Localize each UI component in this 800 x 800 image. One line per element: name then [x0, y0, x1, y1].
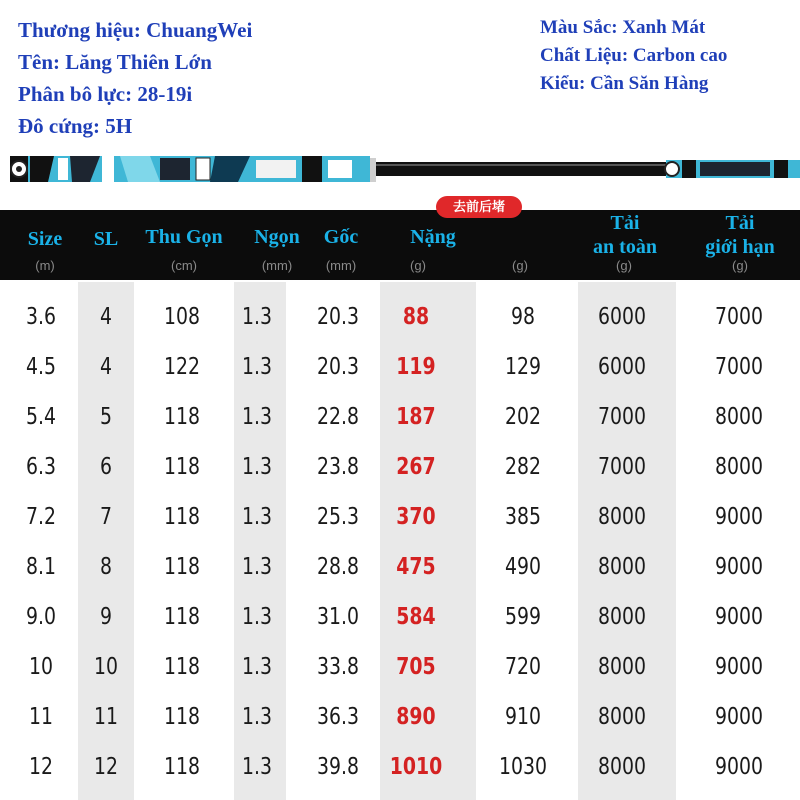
cell-tai-an-toan: 8000: [597, 654, 646, 680]
cell-ngon: 1.3: [241, 554, 272, 580]
unit-weight2: (g): [512, 258, 528, 273]
cell-weight2: 282: [504, 454, 542, 480]
unit-tai-an-toan: (g): [616, 258, 632, 273]
cell-tai-an-toan: 8000: [597, 754, 646, 780]
cell-weight2: 129: [504, 354, 542, 380]
hardness-line: Đô cứng: 5H: [18, 114, 133, 138]
cell-nang: 475: [396, 554, 436, 580]
cell-tai-gioi-han: 8000: [714, 404, 763, 430]
cell-goc: 25.3: [317, 504, 359, 530]
cell-goc: 22.8: [317, 404, 359, 430]
cell-sl: 6: [99, 454, 112, 480]
cell-tai-an-toan: 6000: [597, 354, 646, 380]
cell-size: 8.1: [25, 554, 56, 580]
fishing-rod-image: [10, 152, 800, 186]
cell-size: 6.3: [25, 454, 56, 480]
cell-nang: 88: [402, 304, 430, 330]
table-row: [0, 592, 800, 642]
cell-sl: 4: [99, 304, 112, 330]
table-row: [0, 742, 800, 792]
cell-ngon: 1.3: [241, 354, 272, 380]
table-row: [0, 642, 800, 692]
unit-size: (m): [35, 258, 55, 273]
cell-goc: 20.3: [317, 354, 359, 380]
cell-sl: 5: [99, 404, 112, 430]
table-row: [0, 692, 800, 742]
cell-ngon: 1.3: [241, 454, 272, 480]
spec-info-right: [540, 14, 727, 98]
cell-ngon: 1.3: [241, 754, 272, 780]
cell-size: 12: [28, 754, 54, 780]
table-row: [0, 392, 800, 442]
cell-weight2: 599: [504, 604, 542, 630]
cell-thu-gon: 108: [163, 304, 201, 330]
cell-tai-an-toan: 7000: [597, 404, 646, 430]
cell-tai-an-toan: 8000: [597, 604, 646, 630]
unit-thu-gon: (cm): [171, 258, 197, 273]
type-line: Kiểu: Cần Săn Hàng: [540, 73, 709, 94]
cell-tai-gioi-han: 7000: [714, 354, 763, 380]
cell-thu-gon: 122: [163, 354, 201, 380]
cell-tai-gioi-han: 9000: [714, 504, 763, 530]
cell-sl: 7: [99, 504, 112, 530]
cell-size: 9.0: [25, 604, 56, 630]
cell-ngon: 1.3: [241, 604, 272, 630]
table-row: [0, 442, 800, 492]
cell-sl: 10: [93, 654, 119, 680]
brand-line: Thương hiệu: ChuangWei: [18, 18, 253, 42]
cell-weight2: 202: [504, 404, 542, 430]
cell-ngon: 1.3: [241, 404, 272, 430]
header-size: Size: [27, 228, 63, 250]
cell-ngon: 1.3: [241, 654, 272, 680]
cell-tai-gioi-han: 9000: [714, 754, 763, 780]
unit-goc: (mm): [325, 258, 357, 273]
cell-thu-gon: 118: [163, 604, 201, 630]
header-tai-gioi-han-1: Tải: [725, 212, 755, 234]
cell-thu-gon: 118: [163, 404, 201, 430]
cell-nang: 187: [396, 404, 436, 430]
cell-tai-gioi-han: 9000: [714, 604, 763, 630]
table-row: [0, 542, 800, 592]
spec-info-left: [18, 14, 252, 142]
cell-sl: 11: [93, 704, 119, 730]
cell-sl: 9: [99, 604, 112, 630]
header-sl: SL: [93, 228, 119, 250]
cell-tai-an-toan: 8000: [597, 504, 646, 530]
cell-thu-gon: 118: [163, 454, 201, 480]
cell-tai-an-toan: 8000: [597, 554, 646, 580]
cell-size: 4.5: [25, 354, 56, 380]
cell-ngon: 1.3: [241, 504, 272, 530]
cell-weight2: 720: [504, 654, 542, 680]
header-ngon: Ngọn: [254, 226, 300, 248]
cell-weight2: 1030: [498, 754, 547, 780]
cell-goc: 33.8: [317, 654, 359, 680]
cell-tai-an-toan: 6000: [597, 304, 646, 330]
cell-tai-gioi-han: 9000: [714, 554, 763, 580]
cell-size: 3.6: [25, 304, 56, 330]
header-tai-an-toan-2: an toàn: [593, 236, 657, 258]
cell-thu-gon: 118: [163, 504, 201, 530]
header-goc: Gốc: [323, 226, 359, 248]
cell-goc: 28.8: [317, 554, 359, 580]
table-body: [0, 292, 800, 792]
cell-tai-gioi-han: 9000: [714, 704, 763, 730]
cell-tai-an-toan: 8000: [597, 704, 646, 730]
cell-nang: 890: [396, 704, 436, 730]
header-tai-gioi-han-2: giới hạn: [705, 236, 775, 258]
cell-thu-gon: 118: [163, 754, 201, 780]
unit-ngon: (mm): [261, 258, 293, 273]
cell-thu-gon: 118: [163, 554, 201, 580]
cell-tai-gioi-han: 8000: [714, 454, 763, 480]
cell-nang: 119: [396, 354, 436, 380]
cell-nang: 584: [396, 604, 436, 630]
cell-nang: 267: [396, 454, 436, 480]
cell-thu-gon: 118: [163, 704, 201, 730]
cell-thu-gon: 118: [163, 654, 201, 680]
cell-sl: 4: [99, 354, 112, 380]
cell-tai-gioi-han: 7000: [714, 304, 763, 330]
unit-tai-gioi-han: (g): [732, 258, 748, 273]
header-nang: Nặng: [410, 226, 456, 248]
header-thu-gon: Thu Gọn: [145, 226, 223, 248]
cell-goc: 20.3: [317, 304, 359, 330]
cell-sl: 12: [93, 754, 119, 780]
cell-ngon: 1.3: [241, 704, 272, 730]
cell-weight2: 910: [504, 704, 542, 730]
cell-size: 11: [28, 704, 54, 730]
cell-size: 10: [28, 654, 54, 680]
badge-label: 去前后堵: [436, 196, 522, 218]
cell-tai-gioi-han: 9000: [714, 654, 763, 680]
table-row: [0, 342, 800, 392]
cell-nang: 705: [396, 654, 436, 680]
color-line: Màu Sắc: Xanh Mát: [540, 17, 706, 38]
cell-goc: 36.3: [317, 704, 359, 730]
cell-size: 7.2: [25, 504, 56, 530]
header-tai-an-toan-1: Tải: [610, 212, 640, 234]
cell-ngon: 1.3: [241, 304, 272, 330]
cell-nang: 370: [396, 504, 436, 530]
table-row: [0, 292, 800, 342]
cell-weight2: 98: [510, 304, 536, 330]
power-line: Phân bô lực: 28-19i: [18, 82, 193, 106]
cell-goc: 23.8: [317, 454, 359, 480]
material-line: Chất Liệu: Carbon cao: [540, 45, 728, 66]
cell-goc: 31.0: [317, 604, 359, 630]
cell-sl: 8: [99, 554, 112, 580]
unit-nang: (g): [410, 258, 426, 273]
cell-nang: 1010: [389, 754, 443, 780]
cell-weight2: 385: [504, 504, 542, 530]
cell-size: 5.4: [25, 404, 56, 430]
name-line: Tên: Lăng Thiên Lớn: [18, 50, 212, 74]
cell-tai-an-toan: 7000: [597, 454, 646, 480]
cell-goc: 39.8: [317, 754, 359, 780]
cell-weight2: 490: [504, 554, 542, 580]
table-row: [0, 492, 800, 542]
